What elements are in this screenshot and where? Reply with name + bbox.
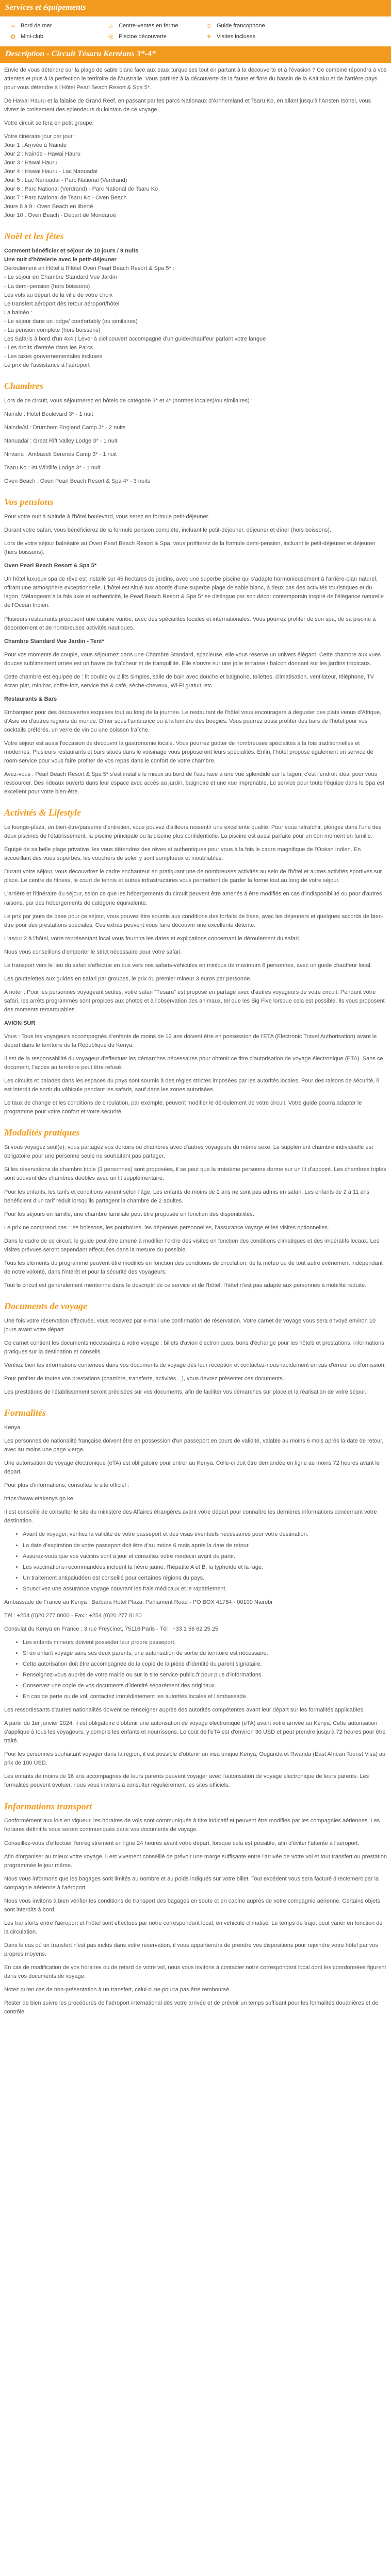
activites-paragraph: Les gouttelettes aux guides en safari par groupes, le prix du premier mineur 3 euros par personne. [4,975,252,982]
hotel-line: Tsaru Ko : Ist Wildlife Lodge 3* - 1 nuit [4,465,101,471]
formalites-paragraph: Les ressortissants d'autres nationalités doivent se renseigner auprès des autorités compétentes avant leur départ sur les formalités applicables. [4,1707,365,1714]
noel-line: La balnéo : [4,309,32,316]
activites-paragraph: A noter : Pour les personnes voyageant seules, votre safari "Tésaru" est proposé en partage avec d'autres voyageurs de votre circuit. Pendant votre safari, les arrêts programmés sont propices aux photos et à l'observation des animaux, tel que les Big Five lorsque cela est possible. Ils vous proposent des moments remarquables. [4,989,385,1013]
noel-line: Le transfert aéroport dès retour aéroport/hôtel [4,300,120,307]
infos-paragraph: Les transferts entre l'aéroport et l'hôtel sont effectués par notre correspondant local, en véhicule climatisé. Le temps de trajet peut varier en fonction de la circulation. [4,1920,383,1935]
guide-icon: ☺ [205,22,213,30]
repas-subtitle: Chambre Standard Vue Jardin - Tent* [4,638,104,645]
list-item: • Un traitement antipaludéen est conseillé pour certaines régions du pays. [23,1574,387,1583]
infos-paragraph: Nous vous invitons à bien vérifier les conditions de transport des bagages en soute et en cabine auprès de votre compagnie aérienne. Certains objets sont interdits à bord. [4,1897,380,1913]
documents-paragraph: Une fois votre réservation effectuée, vous recevrez par e-mail une confirmation de réservation. Votre carnet de voyage vous sera envoyé environ 10 jours avant votre départ. [4,1317,376,1333]
service-item [303,22,391,30]
subheading-noel: Noël et les fêtes [4,231,64,242]
hotel-line: Nainde : Hotel Boulevard 3* - 1 nuit [4,411,93,417]
list-item: • Les enfants mineurs doivent posséder leur propre passeport. [23,1638,387,1647]
activites-paragraph: Le lounge-plaza, un bien-être/parsemé d'entretien, vous pouvez d'ailleurs ressentir une excellente qualité. Pour vous rafraîchir, plongez dans l'une des deux piscines de l'établissement, la piscine principale ou la piscine plus confidentielle. La piscine est aussi parfaite pour un bon moment en famille. [4,824,382,840]
kids-icon: ✿ [10,33,16,41]
modalites-paragraph: Tout le circuit est généralement mentionné dans le descriptif de ce service et de l'hôtel, l'hôtel n'est pas adapté aux personnes à mobilité réduite. [4,1282,367,1289]
service-label: Piscine découverte [119,33,167,40]
formalites-paragraph: Une autorisation de voyage électronique (eTA) est obligatoire pour entrer au Kenya. Celle-ci doit être demandée en ligne au moins 72 heures avant le départ. [4,1460,380,1476]
infos-paragraph: Rester de bien suivre les procédures de l'aéroport international dès votre arrivée et de prévoir un temps suffisant pour les formalités douanières et de contrôle. [4,2000,379,2015]
itinerary-line: Jour 3 : Hawai Hauru [4,160,58,166]
documents-paragraph: Les prestations de l'établissement seront précisées sur vos documents, afin de faciliter vos démarches sur place et la réalisation de votre séjour. [4,1389,367,1396]
activites-paragraph: Durant votre séjour, vous découvrirez le cadre enchanteur en pratiquant une de nombreuses activités au sein de l'hôtel et autres activités sportives sur place. Le centre de fitness, le court de tennis et autres infrastructures vous permettent de garder la forme tout au long de votre séjour. [4,869,382,884]
activites-paragraph: Nous vous conseillons d'emporter le strict nécessaire pour votre safari. [4,948,182,955]
noel-line: - La pension complète (hors boissons) [4,327,101,333]
intro-paragraph: Envie de vous détendre sur la plage de sable blanc face aux eaux turquoises tout en partant à la découverte et à l'évasion ? Ce combiné répondra à vos attentes et plus à la perfection le territoire de l'Australie. Vous partirez à la découverte de la faune et flore du bassin de la Kaitiaku et de l'arrière-pays pour vous détendre à l'Hôtel Pearl Beach Resort & Spa 5*. [4,66,387,91]
service-item [205,32,303,41]
modalites-paragraph: Dans le cadre de ce circuit, le guide peut être amené à modifier l'ordre des visites en fonction des conditions climatiques et des impératifs locaux. Les visites prévues seront cependant effectuées dans la mesure du possible. [4,1238,380,1253]
infos-paragraph: En cas de modification de vos horaires ou de retard de votre vol, nous vous invitons à contacter notre correspondant local dont les coordonnées figurent dans vos documents de voyage. [4,1964,386,1980]
formalites-paragraph: Ambassade de France au Kenya : Barbara Hotel Plaza, Parliament Road - PO BOX 41784 - 00100 Nairobi [4,1599,272,1605]
noel-line: - La demi-pension (hors boissons) [4,283,90,290]
service-item [9,32,107,41]
service-item [107,32,205,41]
formalites-list [4,1530,387,1593]
subheading-chambres: Chambres [4,380,44,391]
formalites-paragraph: Les personnes de nationalité française doivent être en possession d'un passeport en cours de validité, valable au moins 6 mois après la date de retour, avec au moins une page vierge. [4,1438,384,1453]
formalites-paragraph: Pour plus d'informations, consultez le site officiel : [4,1482,129,1489]
list-item: • Renseignez-vous auprès de votre mairie ou sur le site service-public.fr pour plus d'informations. [23,1671,387,1680]
activites-paragraph: Les circuits et balades dans les espaces du pays sont soumis à des règles strictes imposées par les autorités locales. Pour des raisons de sécurité, il est interdit de sortir du véhicule pendant les safaris, sauf dans les zones autorisées. [4,1078,379,1093]
list-item: • Cette autorisation doit être accompagnée de la copie de la pièce d'identité du parent signataire. [23,1660,387,1669]
noel-line: Les Safaris à bord d'un 4x4 ( Lever à ciel couvert accompagné d'un guide/chauffeur parlant votre langue [4,335,266,342]
subheading-activites: Activités & Lifestyle [4,807,81,818]
modalites-paragraph: Le prix ne comprend pas : les boissons, les pourboires, les dépenses personnelles, l'assurance voyage et les visites optionnelles. [4,1224,330,1231]
itinerary-line: Jour 7 : Parc National de Tsaru Ko - Oven Beach [4,195,127,201]
noel-line: - Le séjour en Chambre Standard Vue Jardin [4,274,117,281]
repas-paragraph: Avez-vous : Pearl Beach Resort & Spa 5* s'est installé le mieux au bord de l'eau face à une vue splendide sur le lagon, c'est l'endroit idéal pour vous ressourcer. Des rideaux ouverts dans leur espace avec accès au jardin, baignoire et une vue imprenable. Le service pour toute l'équipe dans le Spa est excellent pour votre bien-être. [4,771,385,795]
chambres-intro: Lors de ce circuit, vous séjournerez en hôtels de catégorie 3* et 4* (normes locales)/ou similaires) : [4,397,253,404]
repas-paragraph: Pour vos moments de couple, vous séjournez dans une Chambre Standard, spacieuse, elle vous réserve un univers élégant. Cette chambre aux vues douces sublimement ornée est un havre de fraîcheur et de tranquillité. Elle s'ouvre sur une jolie terrasse / balcon donnant sur les jardins tropicaux. [4,651,381,667]
noel-list [4,247,387,370]
itinerary-line: Jour 4 : Hawai Hauru - Lac Nanuadai [4,168,97,175]
noel-line: - Les taxes gouvernementales incluses [4,353,103,360]
formalites-paragraph: Les enfants de moins de 16 ans accompagnés de leurs parents peuvent voyager avec l'autorisation de voyage électronique de leurs parents. Les formalités peuvent évoluer, nous vous invitons à consulter régulièrement les sites officiels. [4,1773,369,1789]
repas-paragraph: Lors de votre séjour balnéaire au Oven Pearl Beach Resort & Spa, vous profiterez de la formule demi-pension, incluant le petit-déjeuner et déjeuner (hors boissons). [4,540,376,556]
repas-paragraph: Un hôtel luxueux spa de rêve est installé sur 45 hectares de jardins, avec une superbe piscine qui s'adapte harmonieusement à l'arrière-plan naturel, offrant une atmosphère exceptionnelle. L'hôtel est situé aux abords d'une superbe plage de sable blanc, à deux pas des activités touristiques et du lagon. Mélangeant à la fois luxe et authenticité, le Pearl Beach Resort & Spa 5* se distingue par son décor contemporain inspiré de l'élégance naturelle de l'Océan Indien. [4,576,384,609]
repas-paragraph: Embarquez pour des découvertes exquises tout au long de la journée. Le restaurant de l'hôtel vous encouragera à déguster des plats venus d'Afrique, d'Asie ou d'autres régions du monde. Dîner sous l'ambiance ou à la lumière des bougies. Vous pourrez aussi profiter des bars de l'hôtel pour vos cocktails préférés, un verre de vin ou une boisson fraîche. [4,709,382,733]
subheading-documents: Documents de voyage [4,1300,87,1311]
noel-line: - Les droits d'entrée dans les Parcs [4,344,93,351]
list-item: • Avant de voyager, vérifiez la validité de votre passeport et des visas éventuels nécessaires pour votre destination. [23,1530,387,1539]
description-content [0,66,391,2027]
modalites-paragraph: Pour les séjours en famille, une chambre familiale peut être proposée en fonction des disponibilités. [4,1211,254,1217]
list-item: • Les vaccinations recommandées incluent la fièvre jaune, l'hépatite A et B, la typhoïde et la rage. [23,1563,387,1572]
modalites-paragraph: Pour les enfants, les tarifs et conditions varient selon l'âge. Les enfants de moins de 2 ans ne sont pas admis en safari. Les enfants de 2 à 11 ans bénéficient d'un tarif réduit lorsqu'ils partagent la chambre de 2 adultes. [4,1189,370,1204]
formalites-link[interactable]: https://www.etakenya.go.ke [4,1496,73,1502]
noel-line: Comment bénéficier et séjour de 10 jours / 9 nuits [4,248,139,255]
infos-paragraph: Nous vous informons que les bagages sont limités au nombre et au poids indiqués sur votre billet. Tout excédent vous sera facturé directement par la compagnie aérienne à l'aéroport. [4,1875,379,1891]
itinerary-line: Jour 10 : Oven Beach - Départ de Mondaroé [4,212,117,219]
noel-line: - Le séjour dans un lodge/ comfortably (ou similaires) [4,318,138,325]
itinerary-line: Jour 1 : Arrivée à Nainde [4,142,67,149]
activites-paragraph: Le taux de change et les conditions de circulation, par exemple, peuvent modifier le déroulement de votre circuit. Votre guide pourra adapter le programme pour votre confort et votre sécurité. [4,1100,362,1115]
service-item [9,22,107,30]
documents-paragraph: Vérifiez bien les informations contenues dans vos documents de voyage dès leur réception et contactez-nous rapidement en cas d'erreur ou d'omission. [4,1362,386,1368]
noel-line: Une nuit d'hôtelerie avec le petit-déjeuner [4,257,117,263]
formalites-paragraph: A partir du 1er janvier 2024, il est obligatoire d'obtenir une autorisation de voyage électronique (eTA) avant votre arrivée au Kenya. Cette autorisation s'applique à tous les voyageurs, y compris les enfants et nourrissons. Le coût de l'eTA est d'environ 30 USD et peut prendre jusqu'à 72 heures pour être traité. [4,1720,386,1744]
shop-icon: ⌂ [109,22,113,30]
list-item: • Si un enfant voyage sans ses deux parents, une autorisation de sortie du territoire est nécessaire. [23,1649,387,1658]
infos-paragraph: Conseillez-vous d'effectuer l'enregistrement en ligne 24 heures avant votre départ, lorsque cela est possible, afin d'éviter l'attente à l'aéroport. [4,1840,360,1846]
itinerary-line: Jours 8 à 9 : Oven Beach en liberté [4,204,93,210]
section-header-description: Description - Circuit Tésaru Kerzéans 3*-4* [0,46,391,63]
list-item: • Conservez une copie de vos documents d'identité séparément des originaux. [23,1682,387,1690]
services-grid [0,20,391,46]
subheading-modalites: Modalités pratiques [4,1127,80,1138]
formalites-paragraph: Il est conseillé de consulter le site du ministère des Affaires étrangères avant votre départ pour connaître les dernières informations concernant votre destination. [4,1509,377,1524]
formalites-list-2 [4,1638,387,1701]
subheading-formalites: Formalités [4,1408,46,1418]
itinerary-line: Jour 6 : Parc National (Verdrand) - Parc National de Tsaru Ko [4,186,158,193]
itinerary-line: Votre itinéraire jour par jour : [4,133,76,140]
list-item: • Assurez-vous que vos vaccins sont à jour et consultez votre médecin avant de partir. [23,1552,387,1561]
service-label: Mini-club [21,33,44,40]
activites-paragraph: Équipé de sa belle plage privative, les vous détendrez des rêves et authentiques pour vous à la fois le cadre magnifique de l'Océan Indien. En accueillant des vues superbes, les couchers de soleil y sont somptueux et inoubliables. [4,846,361,862]
repas-paragraph: Pour votre nuit à Nainde à l'hôtel boulevard, vous serez en formule petit-déjeuner. [4,514,209,520]
hotel-line: Nanuadai : Great Rift Valley Lodge 3* - 1 nuit [4,438,118,445]
repas-paragraph: Votre séjour est aussi l'occasion de découvrir la gastronomie locale. Vous pourrez goûter de nombreuses spécialités à la fois traditionnelles et modernes. Plusieurs restaurants et bars situés dans le voisinage vous proposeront leurs spécialités. Enfin, l'hôtel propose également un service de room-service pour vous faire profiter de vos repas dans le confort de votre chambre. [4,740,373,765]
subheading-repas: Vos pensions [4,497,54,507]
formalites-paragraph: Tél : +254 (0)20 277 8000 - Fax : +254 (0)20 277 8180 [4,1612,142,1619]
itinerary-line: Jour 5 : Lac Nanuadai - Parc National (Verdrand) [4,177,127,184]
itinerary-line: Jour 2 : Nainde - Hawai Hauru [4,151,80,158]
repas-paragraph: Plusieurs restaurants proposent une cuisine variée, avec des spécialités locales et internationales. Vous pourrez profiter de son spa, de sa piscine à débordement et de nombreuses activités nautiques. [4,616,376,631]
itinerary-list [4,132,387,220]
service-label: Centre-ventes en ferme [119,22,178,29]
activites-subtitle: AVION SUR [4,1020,36,1026]
formalites-paragraph: Pour les personnes souhaitant voyager dans la région, il est possible d'obtenir un visa unique Kenya, Ouganda et Rwanda (East African Tourist Visa) au prix de 100 USD. [4,1751,386,1767]
hotel-line: Nainde/al : Drumbem Englend Camp 3* - 2 nuits [4,424,126,431]
noel-line: Le prix de l'assistance à l'aéroport [4,362,90,368]
visit-icon: ✈ [206,33,212,41]
wave-icon: ≈ [11,22,15,30]
hotel-line: Nirvana : Ambaseli Serenes Camp 3* - 1 nuit [4,451,117,458]
service-label: Bord de mer [21,22,52,29]
modalites-paragraph: Tous les éléments du programme peuvent être modifiés en fonction des conditions de circulation, de la météo ou de tout autre événement indépendant de notre volonté, dans l'intérêt et pour la sécurité des voyageurs. [4,1260,383,1275]
activites-paragraph: Vous : Tous les voyageurs accompagnés d'enfants de moins de 12 ans doivent être en possession de l'ETA (Electronic Travel Authorisation) avant le départ dans le territoire de la République du Kenya. [4,1033,377,1049]
subheading-infos: Informations transport [4,1801,92,1811]
activites-paragraph: Il est de la responsabilité du voyageur d'effectuer les démarches nécessaires pour obtenir ce titre d'autorisation de voyage électronique (ETA). Sans ce document, l'accès au territoire peut être refusé. [4,1056,383,1071]
service-item [205,22,303,30]
repas-hotel-name: Oven Pearl Beach Resort & Spa 5* [4,563,97,569]
modalites-paragraph: Si vous voyagez seul(e), vous partagez vos dortoirs ou chambres avec d'autres voyageurs du même sexe. Le supplément chambre individuelle est obligatoire pour une personne seule ne souhaitant pas partager. [4,1144,373,1160]
documents-paragraph: Pour profiter de toutes vos prestations (chambre, transferts, activités…), vous devrez présenter ces documents. [4,1376,284,1382]
list-item: • Souscrivez une assurance voyage couvrant les frais médicaux et le rapatriement. [23,1585,387,1594]
bottom-spacer [4,2021,387,2026]
noel-line: Déroulement en Hôtel à l'Hôtel Oven Pearl Beach Resort & Spa 5* : [4,265,174,272]
list-item: • La date d'expiration de votre passeport doit être d'au moins 6 mois après la date de retour. [23,1541,387,1550]
service-label: Guide francophone [217,22,265,29]
repas-subtitle: Restaurants & Bars [4,696,57,702]
hotel-line: Oven Beach : Oven Pearl Beach Resort & Spa 4* - 3 nuits [4,478,151,485]
documents-paragraph: Ce carnet contient les documents nécessaires à votre voyage : billets d'avion électroniques, bons d'échange pour les hôtels et prestations, informations pratiques sur la destination et conseils. [4,1340,384,1355]
pool-icon: ◎ [108,33,114,41]
infos-paragraph: Afin d'organiser au mieux votre voyage, il est vivement conseillé de prévoir une marge suffisante entre l'arrivée de votre vol et tout transfert ou prestation programmée le jour même. [4,1853,387,1869]
activites-paragraph: Le transport vers le lieu du safari s'effectue en bus vers nos safaris-véhicules en minibus de maximum 6 personnes, avec un guide chauffeur local. [4,962,372,969]
service-item [107,22,205,30]
infos-paragraph: Conformément aux lois en vigueur, les horaires de vols sont communiqués à titre indicatif et peuvent être modifiés par les compagnies aériennes. Les horaires définitifs vous seront communiqués dans vos documents de voyage. [4,1818,380,1833]
list-item: • En cas de perte ou de vol, contactez immédiatement les autorités locales et l'ambassade. [23,1692,387,1701]
activites-paragraph: L'arrière et l'itinéraire du séjour, selon ce que les hébergements du circuit peuvent être amenés à être modifiés en cas d'indisponibilité ou pour d'autres raisons, par des hébergements de catégorie équivalente. [4,891,382,906]
modalites-paragraph: Si les réservations de chambre triple (3 personnes) sont proposées, il se peut que la troisième personne dorme sur un lit d'appoint. Les chambres triples sont souvent des chambres doubles avec un lit supplémentaire. [4,1166,386,1182]
noel-line: Les vols au départ de la ville de votre choix [4,292,113,298]
service-label: Visites incluses [217,33,255,40]
infos-paragraph: Dans le cas où un transfert n'est pas inclus dans votre réservation, il vous appartiendra de prendre vos dispositions pour rejoindre votre hôtel par vos propres moyens. [4,1942,378,1957]
activites-paragraph: L'ascur 2 à l'hôtel, votre représentant local vous fournira les dates et explications concernant le déroulement du safari. [4,935,301,942]
section-header-services: Services et équipements [0,0,391,16]
intro-paragraph: Votre circuit se fera en petit groupe. [4,120,94,126]
repas-paragraph: Durant votre safari, vous bénéficierez de la formule pension complète, incluant le petit-déjeuner, déjeuner et dîner (hors boissons). [4,527,332,534]
repas-paragraph: Cette chambre est équipée de : lit double ou 2 lits simples, salle de bain avec douche et baignoire, toilettes, climatisation, ventilateur, téléphone, TV écran plat, minibar, coffre-fort, service thé & café, sèche-cheveux, Wi-Fi gratuit, etc. [4,673,374,689]
infos-paragraph: Notez qu'en cas de non-présentation à un transfert, celui-ci ne pourra pas être remboursé. [4,1987,231,1993]
intro-paragraph: De Hawai Hauru et la falaise de Grand Reef, en passant par les parcs Nationaux d'Arnhemland et Tsaru Ko, en allant jusqu'à l'Ansten Isohei, vous vivrez le croisement des splendeurs du lointain de ce voyage. [4,97,371,113]
activites-paragraph: Le prix par jours de base pour ce séjour, vous pouvez être soumis aux conditions des forfaits de base, avec les déjeuners et quelques accords de bien-être pour des prestations spéciales. Ces extras peuvent vous faire découvrir une excellente détente. [4,913,384,928]
formalites-country: Kenya [4,1425,21,1431]
formalites-paragraph: Consulat du Kenya en France : 3 rue Freycinet, 75116 Paris - Tél : +33 1 56 62 25 25 [4,1625,219,1632]
